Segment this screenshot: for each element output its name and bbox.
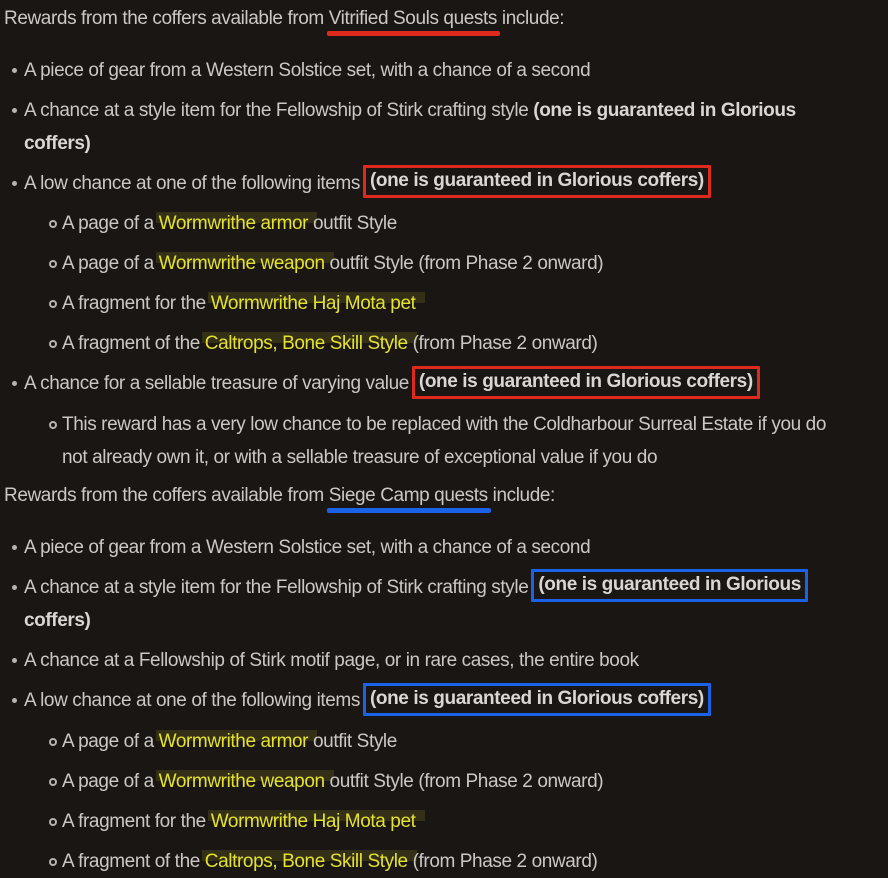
- circle-bullet-icon: [49, 818, 57, 826]
- heading-text: include:: [497, 8, 565, 29]
- item-text: A chance at a style item for the Fellowship of Stirk crafting style: [24, 100, 534, 121]
- list-item-low-chance: [4, 684, 888, 877]
- section1-heading: [4, 5, 888, 33]
- wormwrithe-haj-mota-pet-link[interactable]: Wormwrithe Haj Mota pet: [210, 293, 416, 315]
- circle-bullet-icon: [49, 738, 57, 746]
- wormwrithe-haj-mota-pet-link[interactable]: Wormwrithe Haj Mota pet: [210, 810, 416, 832]
- guaranteed-bold-text: (one is guaranteed in Glorious: [533, 100, 796, 121]
- item-text: outfit Style: [308, 730, 397, 752]
- section1-treasure-sub-list: [24, 408, 888, 474]
- heading-text: Rewards from the coffers available from: [4, 8, 329, 29]
- list-item-gear: [4, 531, 888, 564]
- guaranteed-bold-text: coffers): [24, 133, 91, 154]
- vitrified-souls-quests-annotated-text: Vitrified Souls quests: [328, 8, 498, 29]
- wormwrithe-armor-link[interactable]: Wormwrithe armor: [158, 213, 309, 235]
- caltrops-bone-skill-style-link[interactable]: Caltrops, Bone Skill Style: [204, 850, 408, 872]
- circle-bullet-icon: [49, 300, 57, 308]
- section2-sub-list: [24, 725, 888, 878]
- red-box-annotation: (one is guaranteed in Glorious coffers): [412, 366, 760, 399]
- item-text: A fragment for the: [62, 810, 211, 832]
- item-text: A chance at a style item for the Fellowship of Stirk crafting style: [24, 576, 529, 598]
- blue-box-annotation: (one is guaranteed in Glorious: [531, 569, 807, 602]
- bullet-icon: [12, 181, 17, 186]
- sub-item-weapon: [24, 247, 888, 280]
- list-item-motif: [4, 644, 888, 677]
- item-text: (from Phase 2 onward): [407, 333, 598, 355]
- wormwrithe-armor-link[interactable]: Wormwrithe armor: [158, 730, 309, 752]
- item-text: not already own it, or with a sellable treasure of exceptional value if you do: [62, 446, 658, 468]
- bullet-icon: [12, 585, 17, 590]
- bullet-icon: [12, 698, 17, 703]
- section1-sub-list: [24, 207, 888, 360]
- item-text: This reward has a very low chance to be replaced with the Coldharbour Surreal Estate if you do: [62, 413, 826, 435]
- heading-text: Rewards from the coffers available from: [4, 484, 329, 506]
- sub-item-caltrops: [24, 845, 888, 878]
- circle-bullet-icon: [49, 220, 57, 228]
- sub-item-caltrops: [24, 327, 888, 360]
- bullet-icon: [12, 68, 17, 73]
- item-text: A page of a: [62, 770, 159, 792]
- item-text: A page of a: [62, 213, 159, 235]
- item-text: A page of a: [62, 253, 159, 275]
- bullet-icon: [12, 108, 17, 113]
- circle-bullet-icon: [49, 858, 57, 866]
- list-item-style: [4, 94, 888, 160]
- item-text: A piece of gear from a Western Solstice set, with a chance of a second: [24, 536, 591, 558]
- list-item-gear: [4, 54, 888, 87]
- red-box-annotation: (one is guaranteed in Glorious coffers): [363, 165, 711, 198]
- section2-heading: [4, 482, 888, 510]
- circle-bullet-icon: [49, 421, 57, 429]
- circle-bullet-icon: [49, 260, 57, 268]
- item-text: outfit Style (from Phase 2 onward): [324, 770, 604, 792]
- item-text: outfit Style (from Phase 2 onward): [324, 253, 604, 275]
- list-item-treasure: [4, 367, 888, 473]
- heading-text: include:: [487, 484, 555, 506]
- list-item-style: [4, 571, 888, 637]
- sub-item-armor: [24, 207, 888, 240]
- circle-bullet-icon: [49, 778, 57, 786]
- bullet-icon: [12, 658, 17, 663]
- item-text: A chance for a sellable treasure of varying value: [24, 373, 409, 395]
- item-text: A fragment of the: [62, 850, 205, 872]
- blue-box-annotation: (one is guaranteed in Glorious coffers): [363, 683, 711, 716]
- section2-reward-list: [4, 531, 888, 878]
- list-item-low-chance: [4, 167, 888, 360]
- item-text: A page of a: [62, 730, 159, 752]
- item-text: outfit Style: [308, 213, 397, 235]
- item-text: A fragment for the: [62, 293, 211, 315]
- circle-bullet-icon: [49, 340, 57, 348]
- siege-camp-quests-annotated-text: Siege Camp quests: [328, 484, 488, 506]
- item-text: A piece of gear from a Western Solstice set, with a chance of a second: [24, 60, 591, 81]
- bullet-icon: [12, 545, 17, 550]
- item-text: A chance at a Fellowship of Stirk motif page, or in rare cases, the entire book: [24, 650, 639, 672]
- guaranteed-bold-text: coffers): [24, 610, 91, 632]
- sub-item-armor: [24, 725, 888, 758]
- sub-item-pet: [24, 805, 888, 838]
- sub-item-pet: [24, 287, 888, 320]
- wormwrithe-weapon-link[interactable]: Wormwrithe weapon: [158, 253, 325, 275]
- wormwrithe-weapon-link[interactable]: Wormwrithe weapon: [158, 770, 325, 792]
- section1-reward-list: [4, 54, 888, 474]
- item-text: A low chance at one of the following items: [24, 690, 360, 712]
- item-text: A low chance at one of the following items: [24, 173, 360, 194]
- caltrops-bone-skill-style-link[interactable]: Caltrops, Bone Skill Style: [204, 333, 408, 355]
- sub-item-weapon: [24, 765, 888, 798]
- item-text: (from Phase 2 onward): [407, 850, 598, 872]
- item-text: A fragment of the: [62, 333, 205, 355]
- bullet-icon: [12, 381, 17, 386]
- sub-item-reward-note: [24, 408, 888, 474]
